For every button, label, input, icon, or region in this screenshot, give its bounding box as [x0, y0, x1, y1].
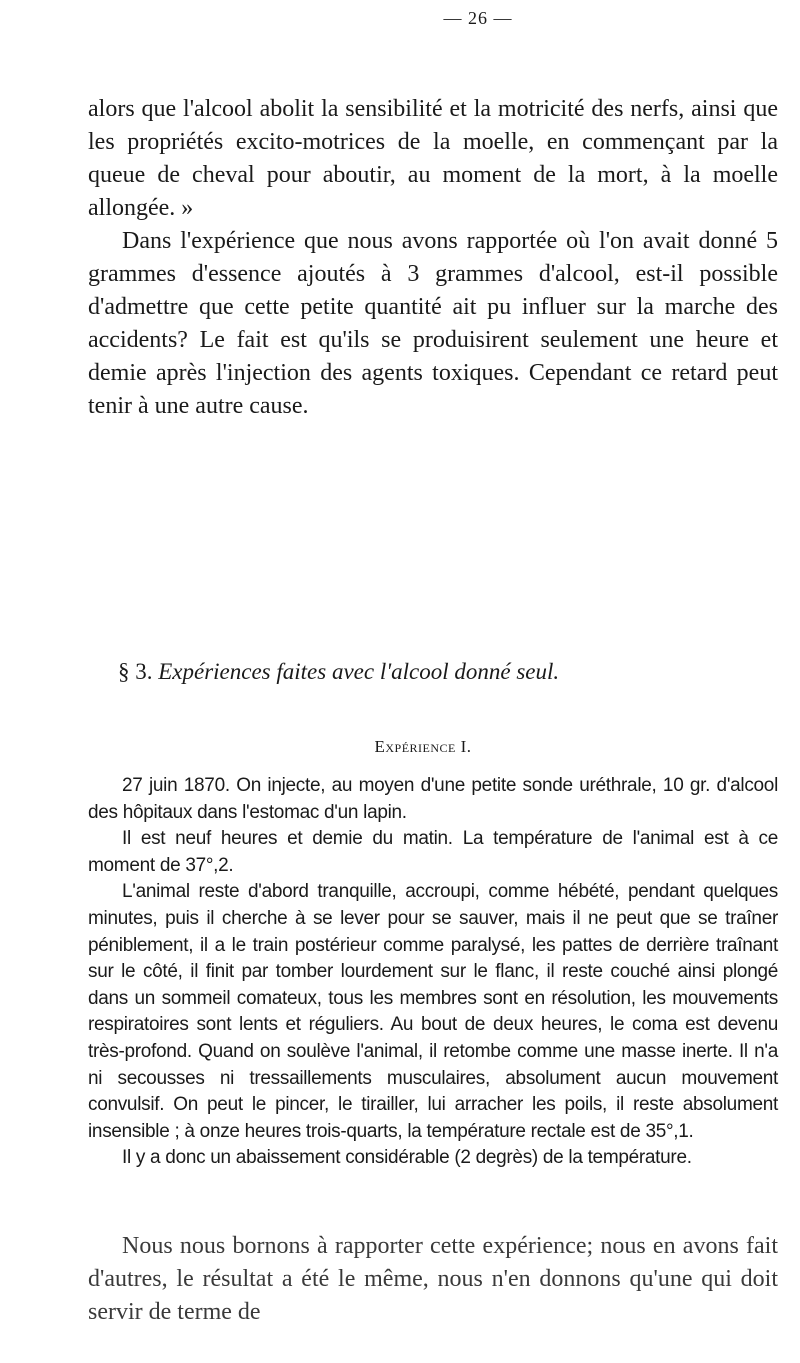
closing-text: [88, 1230, 778, 1329]
closing-paragraph: Nous nous bornons à rapporter cette expérience; nous en avons fait d'autres, le résultat a été le même, nous n'en donnons qu'une qui doit servir de terme de: [88, 1233, 778, 1325]
paragraph: Dans l'expérience que nous avons rapportée où l'on avait donné 5 grammes d'essence ajoutés à 3 grammes d'alcool, est-il possible d'admettre que cette petite quantité ait pu influer sur la marche des accidents? Le fait est qu'ils se produisirent seulement une heure et demie après l'injection des agents toxiques. Cependant ce retard peut tenir à une autre cause.: [88, 228, 778, 419]
section-heading: [118, 659, 559, 685]
experiment-paragraph: L'animal reste d'abord tranquille, accroupi, comme hébété, pendant quelques minutes, puis il cherche à se lever pour se sauver, mais il ne peut que se traîner péniblement, il a le train postérieur comme paralysé, les pattes de derrière traînant sur le côté, il finit par tomber lourdement sur le flanc, il reste couché ainsi plongé dans un sommeil comateux, tous les membres sont en résolution, les mouvements respiratoires sont lents et réguliers. Au bout de deux heures, le coma est devenu très-profond. Quand on soulève l'animal, il retombe comme une masse inerte. Il n'a ni secousses ni tressaillements musculaires, absolument aucun mouvement convulsif. On peut le pincer, le tirailler, lui arracher les poils, il reste absolument insensible ; à onze heures trois-quarts, la température rectale est de 35°,1.: [88, 881, 778, 1142]
experiment-paragraph: Il y a donc un abaissement considérable (2 degrès) de la température.: [122, 1147, 692, 1169]
main-text: [88, 93, 778, 423]
experiment-text: [88, 773, 778, 1172]
section-title: Expériences faites avec l'alcool donné seul.: [158, 659, 560, 684]
experiment-paragraph: Il est neuf heures et demie du matin. La température de l'animal est à ce moment de 37°,2.: [88, 828, 778, 876]
experiment-heading: Expérience I.: [374, 737, 472, 756]
experiment-paragraph: 27 juin 1870. On injecte, au moyen d'une petite sonde uréthrale, 10 gr. d'alcool des hôpitaux dans l'estomac d'un lapin.: [88, 775, 778, 823]
section-number: § 3.: [118, 659, 153, 684]
page-number: — 26 —: [443, 8, 513, 28]
paragraph-continued: alors que l'alcool abolit la sensibilité et la motricité des nerfs, ainsi que les propriétés excito-motrices de la moelle, en commençant par la queue de cheval pour aboutir, au moment de la mort, à la moelle allongée. »: [88, 96, 778, 221]
